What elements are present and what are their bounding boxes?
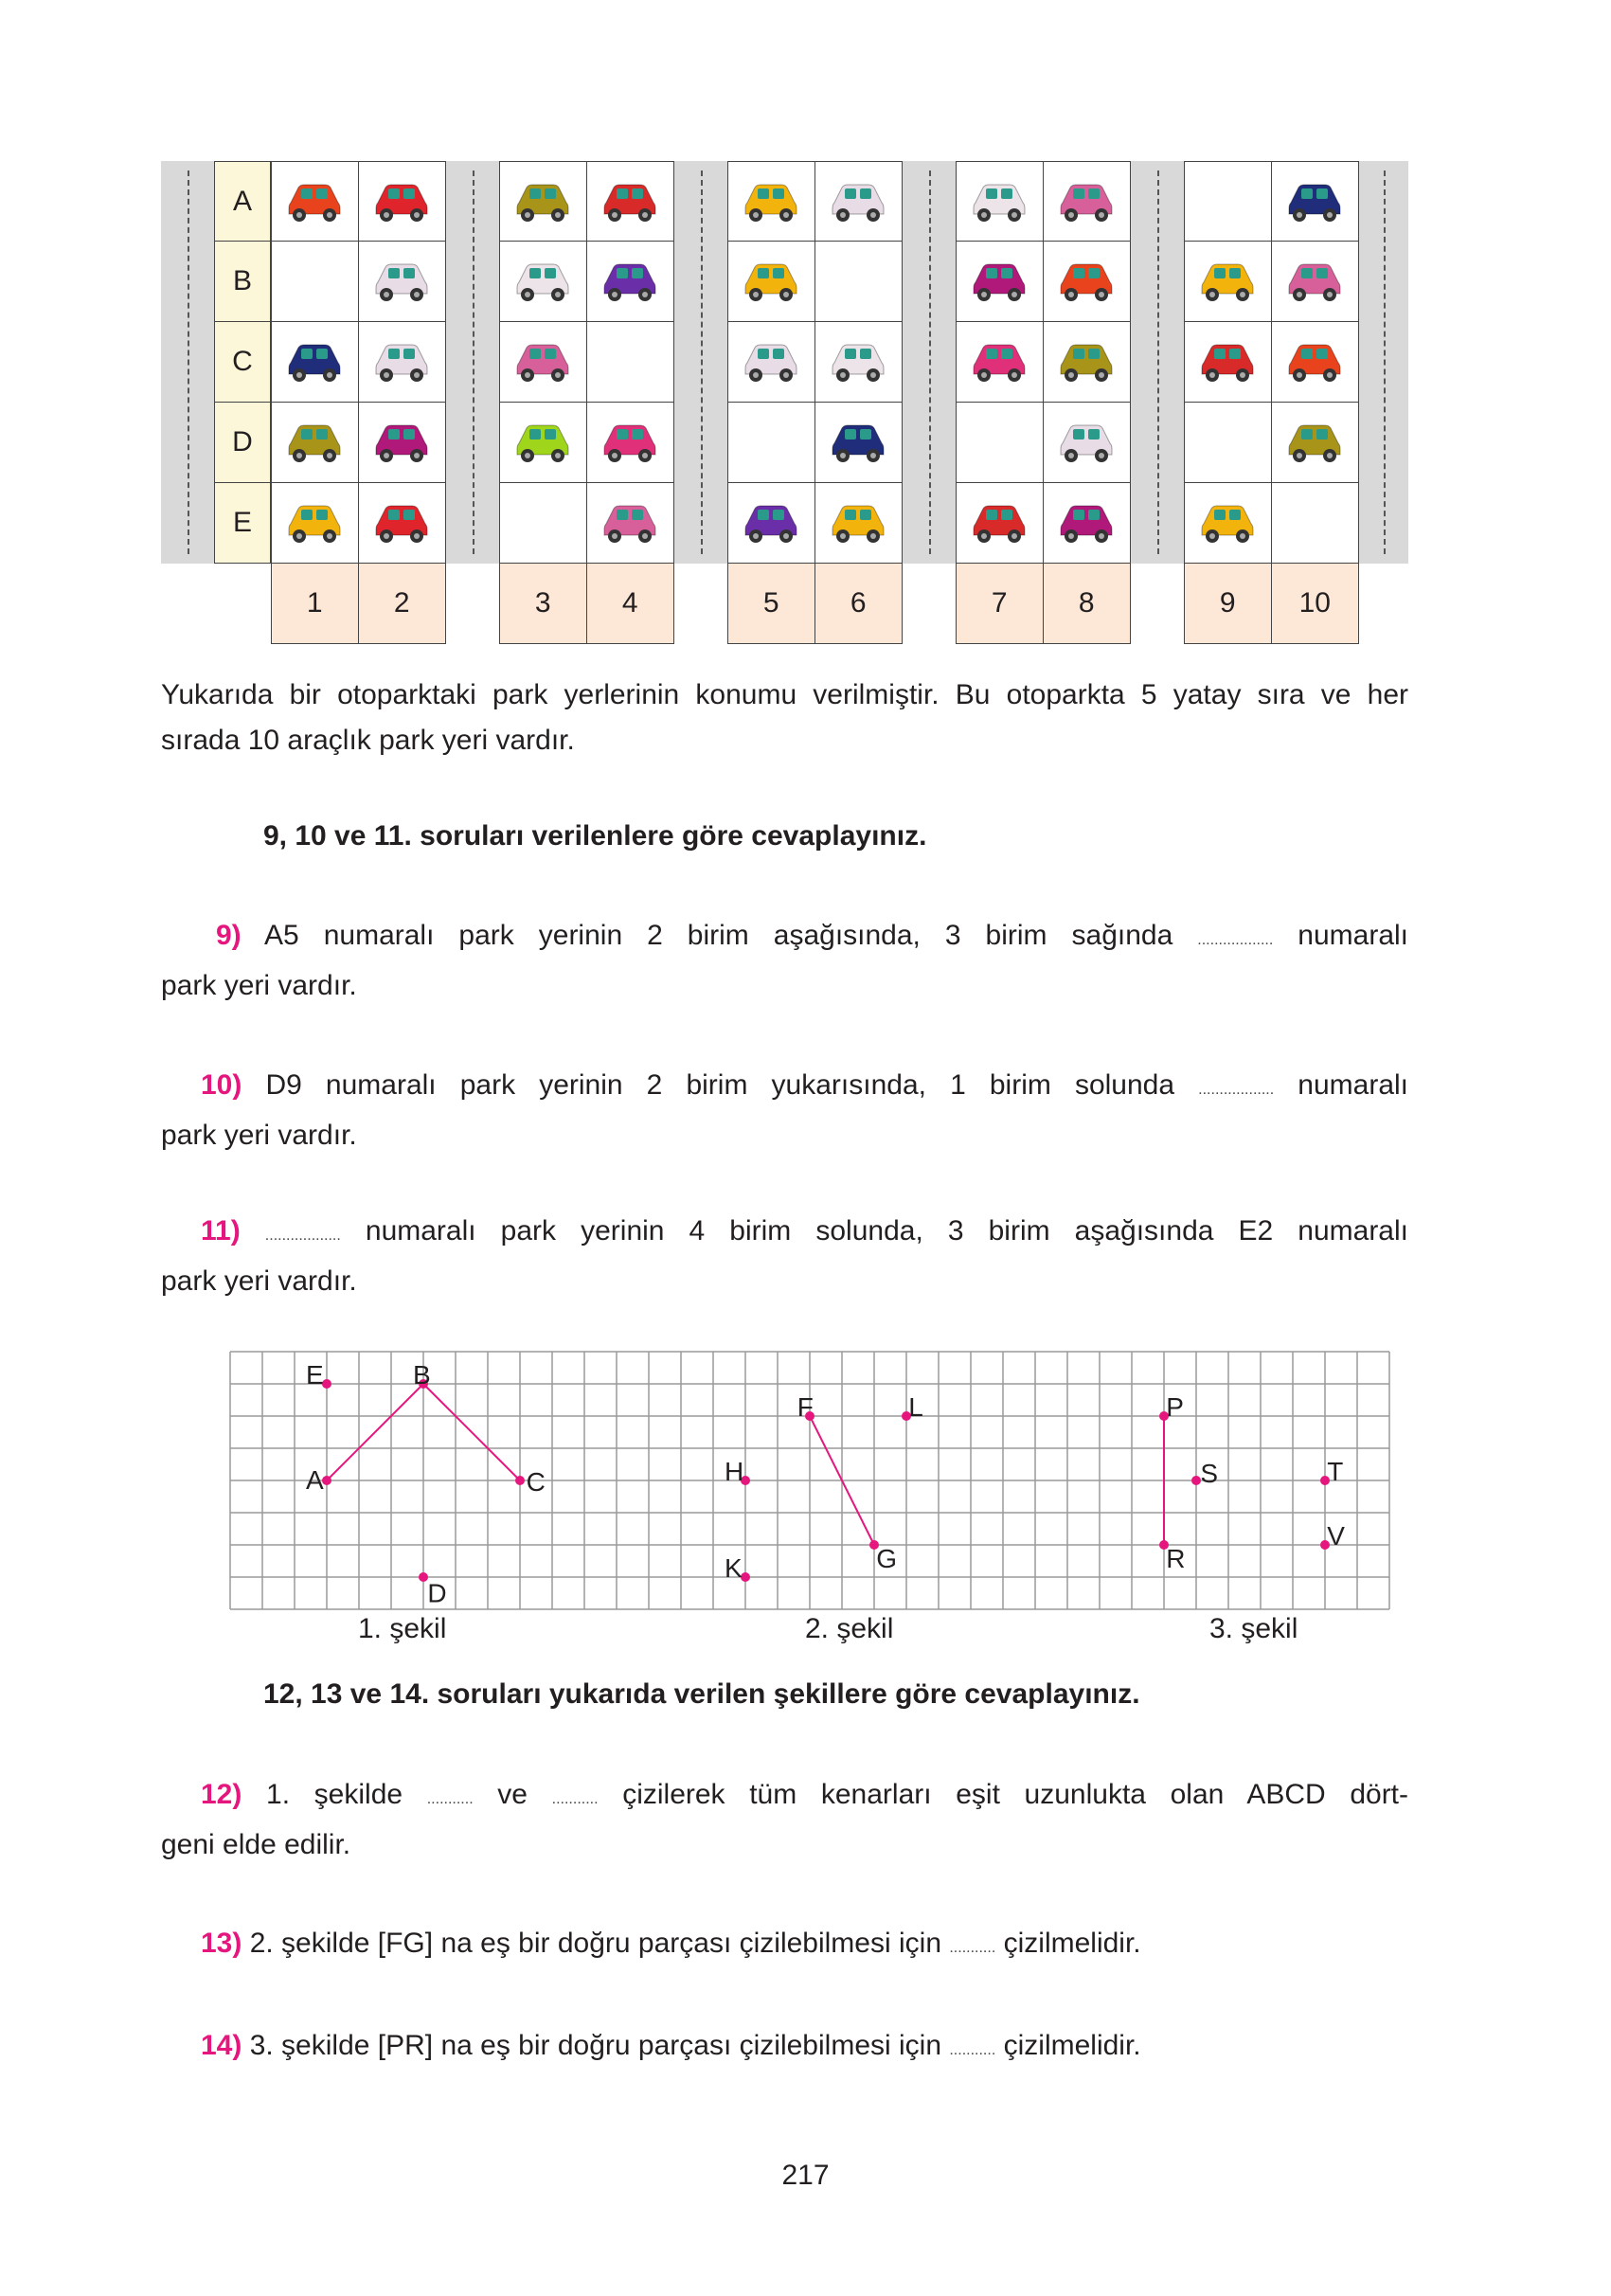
- parking-spot-C2: [359, 322, 447, 403]
- column-number-row: [1184, 564, 1359, 644]
- question-number: 9): [216, 920, 242, 951]
- parking-spot-D6: [815, 403, 904, 483]
- parking-spot-E1: [271, 483, 359, 564]
- lane-divider: [188, 170, 189, 554]
- parking-row: [956, 242, 1131, 322]
- answer-blank[interactable]: ...........: [426, 1791, 474, 1807]
- point-label-A: A: [306, 1464, 324, 1495]
- car-icon: [1198, 260, 1257, 303]
- point-label-F: F: [797, 1392, 814, 1422]
- point-label-S: S: [1200, 1459, 1219, 1489]
- column-number: 2: [359, 564, 447, 644]
- parking-spot-A2: [359, 161, 447, 242]
- question-number: 10): [201, 1069, 242, 1101]
- car-icon: [285, 340, 344, 384]
- parking-spot-B2: [359, 242, 447, 322]
- parking-spot-A9: [1184, 161, 1272, 242]
- column-number-row: [499, 564, 674, 644]
- car-icon: [1057, 340, 1116, 384]
- car-icon: [970, 340, 1029, 384]
- parking-spot-A4: [587, 161, 675, 242]
- car-icon: [1285, 340, 1344, 384]
- question-text: park yeri vardır.: [161, 1265, 357, 1297]
- parking-block: [499, 161, 674, 644]
- parking-row: [727, 161, 903, 242]
- question-text: numaralı: [1298, 1069, 1408, 1101]
- column-number-row: [271, 564, 446, 644]
- column-number: 9: [1184, 564, 1272, 644]
- parking-row: [271, 322, 446, 403]
- lane-divider: [929, 170, 931, 554]
- parking-spot-B9: [1184, 242, 1272, 322]
- point-label-D: D: [427, 1578, 447, 1608]
- parking-spot-C5: [727, 322, 815, 403]
- question-text: park yeri vardır.: [161, 1120, 357, 1151]
- parking-spot-A7: [956, 161, 1044, 242]
- lane-divider: [1157, 170, 1159, 554]
- lane-divider: [1384, 170, 1386, 554]
- point-label-K: K: [725, 1553, 743, 1583]
- column-number: 6: [815, 564, 904, 644]
- lane-divider: [701, 170, 703, 554]
- parking-spot-B10: [1272, 242, 1360, 322]
- column-number: 10: [1272, 564, 1360, 644]
- question-9: [161, 913, 1408, 1009]
- parking-row: [1184, 322, 1359, 403]
- car-icon: [1285, 260, 1344, 303]
- question-number: 11): [201, 1215, 241, 1247]
- parking-block: [271, 161, 446, 644]
- car-icon: [829, 421, 887, 464]
- road-lane: [1359, 161, 1408, 564]
- parking-row: [1184, 242, 1359, 322]
- car-icon: [742, 260, 800, 303]
- road-lane: [161, 161, 214, 564]
- parking-row: [499, 242, 674, 322]
- parking-spot-C3: [499, 322, 587, 403]
- row-label-E: E: [214, 483, 271, 564]
- question-number: 13): [201, 1928, 242, 1959]
- car-icon: [1285, 180, 1344, 224]
- parking-spot-E3: [499, 483, 587, 564]
- parking-spot-C9: [1184, 322, 1272, 403]
- parking-spot-B1: [271, 242, 359, 322]
- parking-row: [499, 483, 674, 564]
- row-label-C: C: [214, 322, 271, 403]
- parking-spot-D4: [587, 403, 675, 483]
- parking-spot-E2: [359, 483, 447, 564]
- question-text: numaralı: [1298, 920, 1409, 951]
- parking-row: [499, 161, 674, 242]
- car-icon: [372, 260, 431, 303]
- car-icon: [513, 340, 572, 384]
- car-icon: [1057, 180, 1116, 224]
- car-icon: [285, 421, 344, 464]
- question-10: [161, 1063, 1408, 1158]
- parking-row: [727, 322, 903, 403]
- car-icon: [285, 180, 344, 224]
- question-text: D9 numaralı park yerinin 2 birim yukarısında, 1 birim solunda: [265, 1069, 1175, 1101]
- car-icon: [970, 260, 1029, 303]
- car-icon: [742, 340, 800, 384]
- car-icon: [1057, 421, 1116, 464]
- answer-blank[interactable]: ..................: [264, 1228, 341, 1244]
- parking-spot-C7: [956, 322, 1044, 403]
- parking-spot-E5: [727, 483, 815, 564]
- parking-spot-A5: [727, 161, 815, 242]
- column-number: 1: [271, 564, 359, 644]
- car-icon: [513, 260, 572, 303]
- question-text: 3. şekilde [PR] na eş bir doğru parçası çizilebilmesi için: [249, 2030, 942, 2061]
- parking-spot-C6: [815, 322, 904, 403]
- road-lane: [674, 161, 727, 564]
- car-icon: [829, 340, 887, 384]
- figure-3-label: 3. şekil: [1209, 1613, 1298, 1644]
- point-label-H: H: [725, 1457, 744, 1486]
- point-label-C: C: [526, 1467, 546, 1497]
- parking-spot-D8: [1044, 403, 1132, 483]
- car-icon: [1198, 501, 1257, 545]
- parking-spot-A8: [1044, 161, 1132, 242]
- parking-block: [1184, 161, 1359, 644]
- question-12: [161, 1772, 1408, 1868]
- parking-row: [499, 403, 674, 483]
- car-icon: [600, 180, 659, 224]
- car-icon: [285, 501, 344, 545]
- parking-row: [727, 403, 903, 483]
- point-label-G: G: [876, 1544, 897, 1574]
- parking-spot-D5: [727, 403, 815, 483]
- row-labels: [214, 161, 271, 564]
- intro-line-1: Yukarıda bir otoparktaki park yerlerinin konumu verilmiştir. Bu otoparkta 5 yatay sıra ve her: [161, 679, 1408, 710]
- parking-block: [956, 161, 1131, 644]
- parking-spot-C8: [1044, 322, 1132, 403]
- question-13: [161, 1921, 1408, 1971]
- parking-spot-A10: [1272, 161, 1360, 242]
- answer-blank[interactable]: ..................: [1198, 1082, 1275, 1098]
- segment-AB: [327, 1384, 423, 1480]
- parking-spot-A6: [815, 161, 904, 242]
- parking-row: [956, 483, 1131, 564]
- car-icon: [372, 340, 431, 384]
- question-number: 12): [201, 1779, 242, 1810]
- road-lane: [903, 161, 956, 564]
- parking-spot-D10: [1272, 403, 1360, 483]
- car-icon: [970, 180, 1029, 224]
- car-icon: [1057, 260, 1116, 303]
- page-number: 217: [781, 2160, 830, 2191]
- point-label-B: B: [413, 1360, 431, 1390]
- parking-row: [727, 483, 903, 564]
- column-number-row: [727, 564, 903, 644]
- car-icon: [372, 180, 431, 224]
- parking-row: [1184, 161, 1359, 242]
- question-text: çizilmelidir.: [1003, 1928, 1141, 1959]
- road-lane: [446, 161, 499, 564]
- point-label-E: E: [306, 1360, 324, 1390]
- car-icon: [829, 180, 887, 224]
- car-icon: [600, 501, 659, 545]
- car-icon: [372, 421, 431, 464]
- parking-spot-E4: [587, 483, 675, 564]
- car-icon: [600, 421, 659, 464]
- parking-spot-D9: [1184, 403, 1272, 483]
- parking-spot-E10: [1272, 483, 1360, 564]
- parking-spot-A1: [271, 161, 359, 242]
- question-text: park yeri vardır.: [161, 970, 357, 1001]
- car-icon: [513, 180, 572, 224]
- parking-spot-E8: [1044, 483, 1132, 564]
- point-label-V: V: [1327, 1521, 1345, 1551]
- answer-blank[interactable]: ..................: [1197, 932, 1274, 948]
- coordinate-grid-figures: [230, 1352, 1389, 1609]
- parking-row: [956, 322, 1131, 403]
- parking-spot-C10: [1272, 322, 1360, 403]
- row-label-B: B: [214, 242, 271, 322]
- parking-spot-A3: [499, 161, 587, 242]
- car-icon: [513, 421, 572, 464]
- parking-row: [956, 161, 1131, 242]
- car-icon: [829, 501, 887, 545]
- question-text: çizilerek tüm kenarları eşit uzunlukta olan ABCD dört-: [622, 1779, 1409, 1810]
- parking-spot-B8: [1044, 242, 1132, 322]
- question-14: [161, 2023, 1408, 2073]
- car-icon: [742, 180, 800, 224]
- question-text: çizilmelidir.: [1003, 2030, 1141, 2061]
- point-label-T: T: [1327, 1457, 1344, 1486]
- parking-row: [271, 242, 446, 322]
- row-label-D: D: [214, 403, 271, 483]
- question-text: 2. şekilde [FG] na eş bir doğru parçası çizilebilmesi için: [249, 1928, 942, 1959]
- column-number: 3: [499, 564, 587, 644]
- answer-blank[interactable]: ...........: [551, 1791, 599, 1807]
- point-label-L: L: [908, 1392, 923, 1422]
- car-icon: [742, 501, 800, 545]
- answer-blank[interactable]: ...........: [949, 1940, 996, 1956]
- instruction-9-11: 9, 10 ve 11. soruları verilenlere göre cevaplayınız.: [263, 820, 927, 852]
- figure-2-label: 2. şekil: [805, 1613, 894, 1644]
- column-number: 5: [727, 564, 815, 644]
- parking-lot-diagram: [161, 161, 1408, 644]
- parking-spot-B7: [956, 242, 1044, 322]
- car-icon: [1285, 421, 1344, 464]
- parking-spot-D2: [359, 403, 447, 483]
- parking-spot-E9: [1184, 483, 1272, 564]
- parking-row: [1184, 483, 1359, 564]
- parking-spot-E7: [956, 483, 1044, 564]
- parking-row: [271, 483, 446, 564]
- parking-spot-C4: [587, 322, 675, 403]
- parking-spot-D1: [271, 403, 359, 483]
- parking-row: [727, 242, 903, 322]
- parking-row: [499, 322, 674, 403]
- parking-spot-E6: [815, 483, 904, 564]
- road-lane: [1131, 161, 1184, 564]
- segment-BC: [423, 1384, 520, 1480]
- parking-block: [727, 161, 903, 644]
- question-text: 1. şekilde: [266, 1779, 403, 1810]
- figure-1-label: 1. şekil: [358, 1613, 447, 1644]
- question-text: geni elde edilir.: [161, 1829, 351, 1860]
- question-11: [161, 1209, 1408, 1304]
- parking-row: [271, 403, 446, 483]
- question-number: 14): [201, 2030, 242, 2061]
- question-text: A5 numaralı park yerinin 2 birim aşağısında, 3 birim sağında: [264, 920, 1173, 951]
- car-icon: [600, 260, 659, 303]
- parking-spot-B3: [499, 242, 587, 322]
- parking-spot-B6: [815, 242, 904, 322]
- intro-paragraph: [161, 673, 1408, 763]
- car-icon: [970, 501, 1029, 545]
- point-C: [515, 1476, 525, 1485]
- car-icon: [1198, 340, 1257, 384]
- parking-spot-C1: [271, 322, 359, 403]
- car-icon: [372, 501, 431, 545]
- lane-divider: [473, 170, 474, 554]
- parking-row: [956, 403, 1131, 483]
- parking-spot-D3: [499, 403, 587, 483]
- point-label-P: P: [1166, 1392, 1184, 1422]
- parking-row: [1184, 403, 1359, 483]
- parking-spot-B4: [587, 242, 675, 322]
- row-label-A: A: [214, 161, 271, 242]
- column-number: 7: [956, 564, 1044, 644]
- car-icon: [1057, 501, 1116, 545]
- instruction-12-14: 12, 13 ve 14. soruları yukarıda verilen şekillere göre cevaplayınız.: [263, 1678, 1140, 1710]
- question-text: numaralı park yerinin 4 birim solunda, 3 birim aşağısında E2 numaralı: [365, 1215, 1408, 1247]
- parking-spot-B5: [727, 242, 815, 322]
- answer-blank[interactable]: ...........: [949, 2042, 996, 2058]
- parking-row: [271, 161, 446, 242]
- parking-spot-D7: [956, 403, 1044, 483]
- point-label-R: R: [1166, 1544, 1186, 1574]
- column-number-row: [956, 564, 1131, 644]
- column-number: 8: [1044, 564, 1132, 644]
- column-number: 4: [587, 564, 675, 644]
- intro-line-2: sırada 10 araçlık park yeri vardır.: [161, 725, 575, 756]
- question-text: ve: [497, 1779, 528, 1810]
